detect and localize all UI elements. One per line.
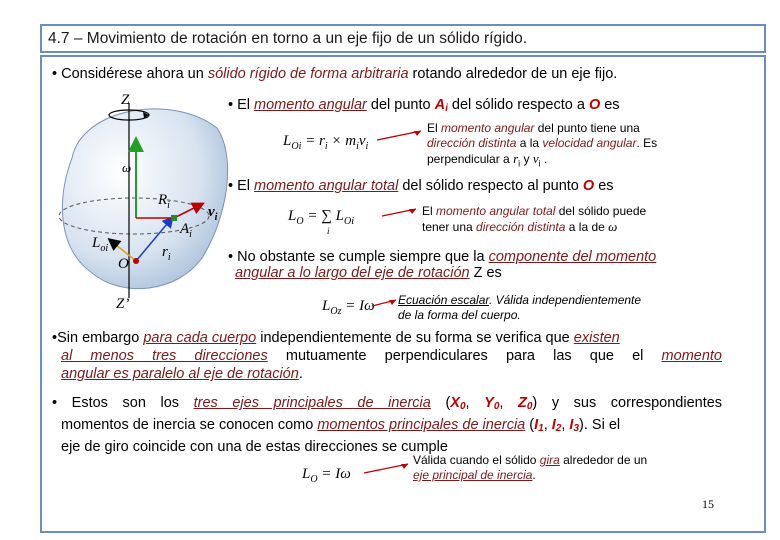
rigid-body-shape xyxy=(62,109,227,289)
Ai-point xyxy=(171,215,177,221)
paragraph-1: • El momento angular del punto Ai del sólido respecto a O es xyxy=(228,97,620,114)
label-ri: $r_i$ xyxy=(162,244,171,263)
intro-text: Considérese ahora un xyxy=(61,66,208,82)
origin-point xyxy=(133,258,139,264)
note-2: El momento angular total del sólido puede tener una dirección distinta a la de ω xyxy=(422,204,647,234)
label-z: Z xyxy=(121,92,130,108)
paragraph-3: • No obstante se cumple siempre que la componente del momento angular a lo largo del eje de rotación Z es xyxy=(228,249,657,281)
intro-line xyxy=(52,66,617,82)
bullet: • xyxy=(52,66,58,82)
note-1: El momento angular del punto tiene una dirección distinta a la velocidad angular. Es perpendicular a $r_i$ y $v_i$ . xyxy=(427,121,658,169)
paragraph-2: • El momento angular total del sólido respecto al punto O es xyxy=(228,178,614,194)
label-o: O xyxy=(118,256,129,272)
label-omega: ω xyxy=(122,160,132,175)
page-number: 15 xyxy=(702,497,714,511)
intro-text-end: rotando alrededor de un eje fijo. xyxy=(408,66,618,82)
label-vi: $v_i$ xyxy=(208,204,218,223)
equation-4: $L_O = I\omega$ xyxy=(302,466,351,485)
equation-1: $L_{Oi} = r_i \times m_iv_i$ xyxy=(283,133,369,152)
intro-italic: sólido rígido de forma arbitraria xyxy=(207,66,409,82)
arrow-1 xyxy=(375,128,425,142)
label-Ri: $R_i$ xyxy=(158,192,170,211)
label-z-prime: Z’ xyxy=(116,296,130,312)
label-Ai: $A_i$ xyxy=(180,221,192,240)
arrow-4 xyxy=(362,460,412,476)
slide-title: 4.7 – Movimiento de rotación en torno a un eje fijo de un sólido rígido. xyxy=(48,30,528,47)
title-box xyxy=(40,24,766,53)
paragraph-4: •Sin embargo para cada cuerpo independientemente de su forma se verifica que existen al menos tres direcciones mutuamente perpendiculares para las que el momento angular es paralelo al eje de rotación. xyxy=(52,330,722,382)
label-Loi: $L_{oi}$ xyxy=(92,235,109,254)
note-4: Válida cuando el sólido gira alrededor de un eje principal de inercia. xyxy=(413,453,648,482)
arrow-2 xyxy=(380,205,420,219)
equation-3: $L_{Oz} = I\omega$ xyxy=(322,298,375,317)
paragraph-5: • Estos son los tres ejes principales de inercia (X0, Y0, Z0) y sus correspondientes momentos de inercia se conocen como momentos principales de inercia (I1, I2, I3). Si el eje de giro coincide con una de estas direcciones se cumple xyxy=(52,395,723,455)
arrow-3 xyxy=(370,296,400,310)
equation-2-index: i xyxy=(327,226,330,236)
note-3: Ecuación escalar. Válida independientemente de la forma del cuerpo. xyxy=(398,293,642,322)
equation-2: $L_O$ = ∑ $L_{Oi}$ xyxy=(288,208,354,227)
